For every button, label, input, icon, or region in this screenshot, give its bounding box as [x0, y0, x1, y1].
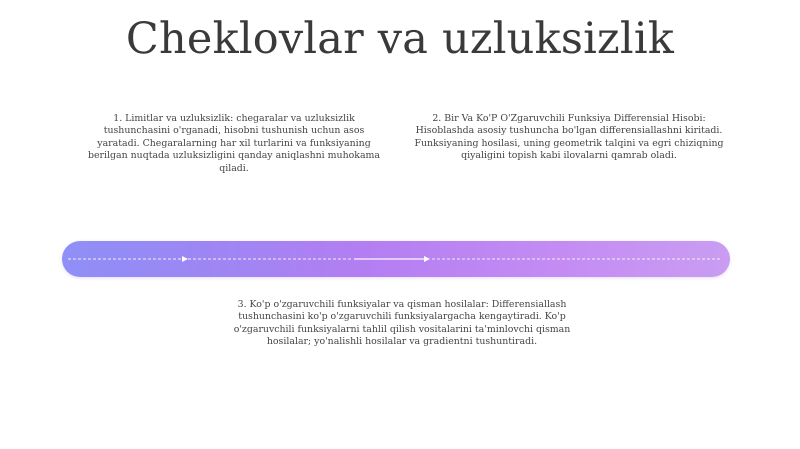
arrow-head-icon-1	[182, 256, 188, 262]
arrow-head-icon-2	[424, 256, 430, 262]
timeline-item-1-text: 1. Limitlar va uzluksizlik: chegaralar va uzluksizlik tushunchasini o'rganadi, hisobni tushunish uchun asos yaratadi. Chegaralarning har xil turlarini va funksiyaning berilgan nuqtada uzluksizligini qanday aniqlashni muhokama qiladi.	[87, 113, 381, 174]
timeline-item-3-text: 3. Ko'p o'zgaruvchili funksiyalar va qisman hosilalar: Differensiallash tushunchasini ko'p o'zgaruvchili funksiyalargacha kengaytiradi. Ko'p o'zgaruvchili funksiyalarni tahlil qilish vositalarini ta'minlovchi qisman hosilalar; yo'nalishli hosilalar va gradientni tushuntiradi.	[233, 299, 571, 348]
timeline-arrows	[62, 241, 730, 277]
slide-title: Cheklovlar va uzluksizlik	[125, 14, 675, 64]
timeline-item-2-text: 2. Bir Va Ko'P O'Zgaruvchili Funksiya Differensial Hisobi: Hisoblashda asosiy tushuncha bo'lgan differensiallashni kiritadi. Funksiyaning hosilasi, uning geometrik talqini va egri chiziqning qiyaligini topish kabi ilovalarni qamrab oladi.	[414, 113, 724, 162]
timeline-bar	[62, 241, 730, 277]
